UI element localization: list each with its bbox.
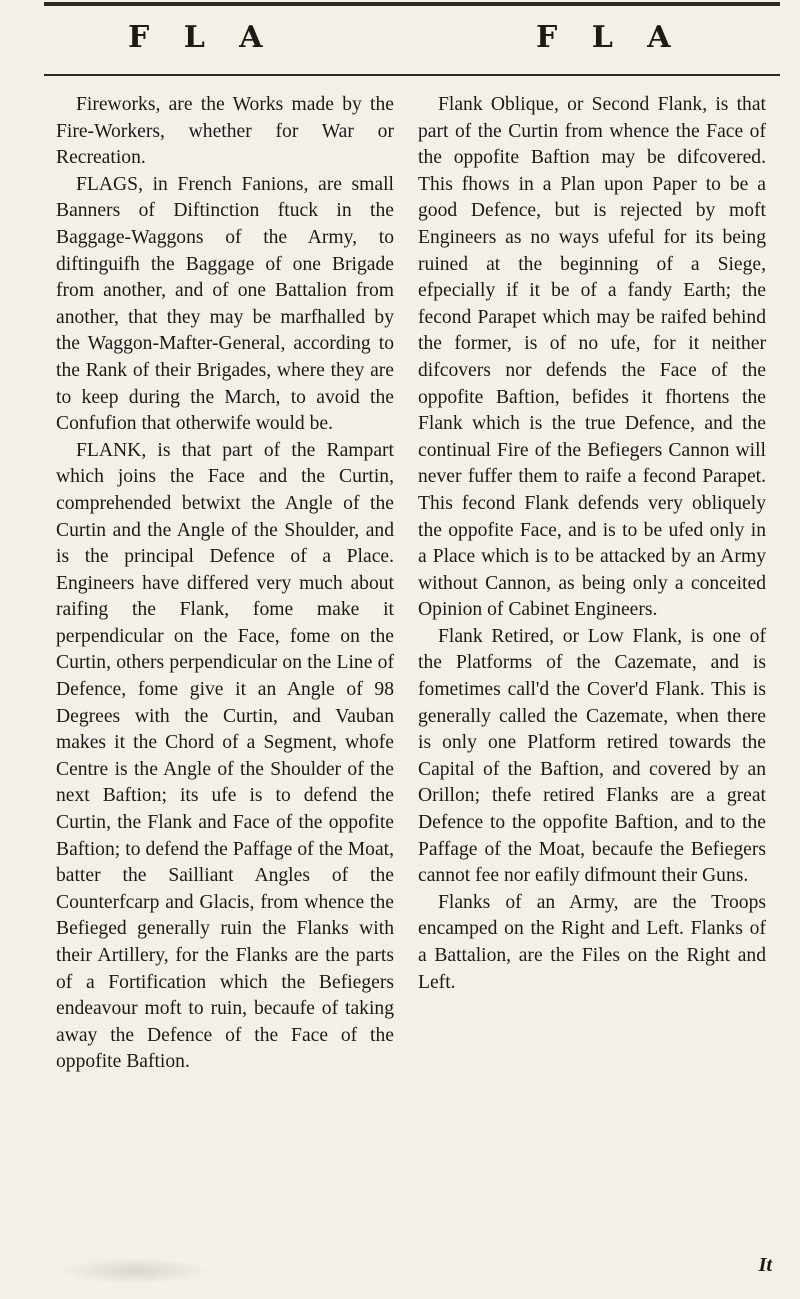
right-column — [418, 92, 766, 996]
top-rule — [44, 2, 780, 6]
entry-fireworks: Fireworks, are the Works made by the Fire-Workers, whether for War or Recreation. — [56, 94, 394, 169]
entry-flank-retired: Flank Retired, or Low Flank, is one of the Platforms of the Cazemate, and is fometimes call'd the Cover'd Flank. This is generally called the Cazemate, when there is only one Platform retired towards the Capital of the Baftion, and covered by an Orillon; thefe retired Flanks are a great Defence to the oppofite Baftion, and to the Paffage of the Moat, becaufe the Befiegers cannot fee nor eafily difmount their Guns. — [418, 625, 766, 887]
running-header — [0, 10, 800, 62]
entry-flags: FLAGS, in French Fanions, are small Banners of Diftinction ftuck in the Baggage-Waggons of the Army, to diftinguifh the Baggage of one Brigade from another, and of one Battalion from another, that they may be marfhalled by the Waggon-Mafter-General, according to the Rank of their Brigades, where they are to keep during the March, to avoid the Confufion that otherwife would be. — [56, 173, 394, 435]
entry-flank-oblique: Flank Oblique, or Second Flank, is that part of the Curtin from whence the Face of the oppofite Baftion may be difcovered. This fhows in a Plan upon Paper to be a good Defence, but is rejected by moft Engineers as no ways ufeful for its being ruined at the beginning of a Siege, efpecially if it be of a fandy Earth; the fecond Parapet which may be raifed behind the former, is of no ufe, for it neither difcovers nor defends the Face of the oppofite Baftion, befides it fhortens the Flank which is the true Defence, and the continual Fire of the Befiegers Cannon will never fuffer them to raife a fecond Parapet. This fecond Flank defends very obliquely the oppofite Face, and is to be ufed only in a Place which is to be attacked by an Army without Cannon, as being only a conceited Opinion of Cabinet Engineers. — [418, 94, 766, 621]
entry-flanks-of-army: Flanks of an Army, are the Troops encamped on the Right and Left. Flanks of a Battalion, are the Files on the Right and Left. — [418, 891, 766, 993]
paper-stain — [60, 1258, 210, 1284]
catchword: It — [758, 1254, 772, 1276]
entry-flank: FLANK, is that part of the Rampart which joins the Face and the Curtin, comprehended betwixt the Angle of the Curtin and the Angle of the Shoulder, and is the principal Defence of a Place. Engineers have differed very much about raifing the Flank, fome make it perpendicular on the Face, fome on the Curtin, others perpendicular on the Line of Defence, fome give it an Angle of 98 Degrees with the Curtin, and Vauban makes it the Chord of a Segment, whofe Centre is the Angle of the Shoulder of the next Baftion; its ufe is to defend the Curtin, the Flank and Face of the oppofite Baftion; to defend the Paffage of the Moat, batter the Sailliant Angles of the Counterfcarp and Glacis, from whence the Befieged generally ruin the Flanks with their Artillery, for the Flanks are the parts of a Fortification which the Befiegers endeavour moft to ruin, becaufe of taking away the Defence of the Face of the oppofite Baftion. — [56, 439, 394, 1073]
header-left: F L A — [128, 20, 275, 55]
header-rule — [44, 74, 780, 76]
left-column — [56, 92, 394, 1076]
header-right: F L A — [536, 20, 683, 55]
